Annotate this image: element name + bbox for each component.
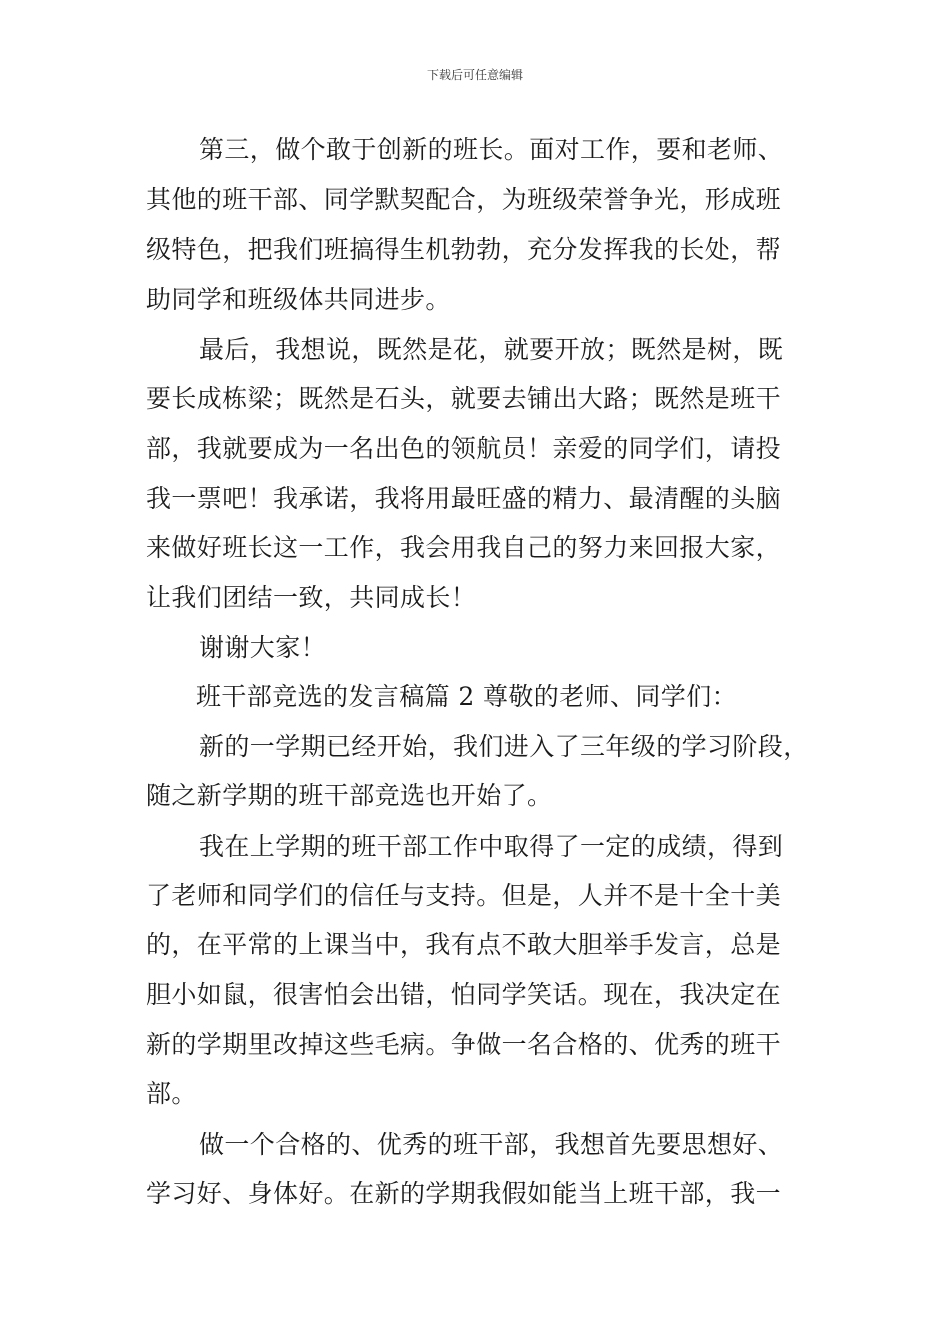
- page-header: 下载后可任意编辑: [426, 68, 523, 82]
- section-heading: 班干部竞选的发言稿篇 2 尊敬的老师、同学们：: [196, 682, 738, 711]
- text-line: 最后，我想说，既然是花，就要开放；既然是树，既: [199, 335, 784, 364]
- text-line: 谢谢大家！: [199, 633, 327, 662]
- text-line: 新的学期里改掉这些毛病。争做一名合格的、优秀的班干: [146, 1030, 782, 1059]
- text-line: 要长成栋梁；既然是石头，就要去铺出大路；既然是班干: [146, 384, 782, 413]
- text-line: 助同学和班级体共同进步。: [146, 285, 451, 314]
- text-line: 做一个合格的、优秀的班干部，我想首先要思想好、: [199, 1130, 784, 1159]
- text-line: 来做好班长这一工作，我会用我自己的努力来回报大家，: [146, 533, 782, 562]
- text-line: 的，在平常的上课当中，我有点不敢大胆举手发言，总是: [146, 930, 782, 959]
- text-line: 让我们团结一致，共同成长！: [146, 583, 477, 612]
- text-line: 其他的班干部、同学默契配合，为班级荣誉争光，形成班: [146, 185, 782, 214]
- text-line: 我一票吧！我承诺，我将用最旺盛的精力、最清醒的头脑: [146, 484, 782, 513]
- text-line: 部。: [146, 1079, 197, 1108]
- text-line: 胆小如鼠，很害怕会出错，怕同学笑话。现在，我决定在: [146, 980, 782, 1009]
- text-line: 级特色，把我们班搞得生机勃勃，充分发挥我的长处，帮: [146, 235, 782, 264]
- text-line: 随之新学期的班干部竞选也开始了。: [146, 781, 553, 810]
- text-line: 我在上学期的班干部工作中取得了一定的成绩，得到: [199, 832, 784, 861]
- text-line: 第三，做个敢于创新的班长。面对工作，要和老师、: [199, 135, 784, 164]
- text-line: 学习好、身体好。在新的学期我假如能当上班干部，我一: [146, 1179, 782, 1208]
- text-line: 部，我就要成为一名出色的领航员！亲爱的同学们，请投: [146, 434, 782, 463]
- text-line: 了老师和同学们的信任与支持。但是，人并不是十全十美: [146, 881, 782, 910]
- text-line: 新的一学期已经开始，我们进入了三年级的学习阶段，: [199, 732, 809, 761]
